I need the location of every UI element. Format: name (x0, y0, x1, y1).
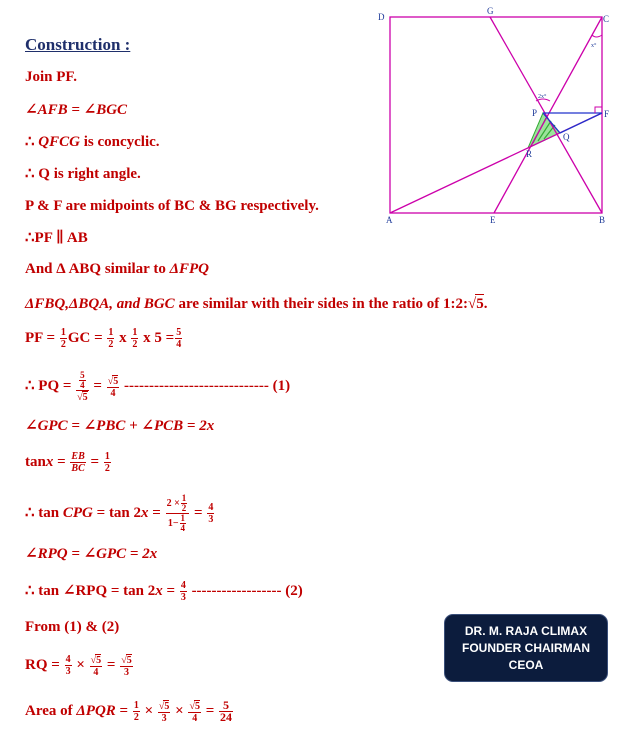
step-similar: And Δ ABQ similar to ΔFPQ (25, 261, 209, 277)
eq-gpc: ∠GPC = ∠PBC + ∠PCB = 2x (25, 418, 215, 434)
author-badge (444, 614, 608, 682)
badge-line-title: FOUNDER CHAIRMAN (462, 641, 590, 655)
heading: Construction : (25, 35, 131, 54)
eq-pf: PF = $\frac{1}{2}$ GC = $\frac{1}{2}$ x $\frac{1}{2}$ x 5 = $\frac{5}{4}$ (25, 327, 182, 351)
line-q-f (560, 113, 602, 133)
eq-pq: ∴ PQ = $\frac{\frac{5}{4}}{√5}$ = $\frac{√5}{4}$ ----------------------------- (1) (25, 369, 291, 403)
step-join-pf: Join PF. (25, 69, 77, 85)
step-concyclic: ∴ QFCG is concyclic. (25, 134, 160, 150)
eq-tan-cpg: ∴ tan CPG = tan 2x = 2 × $\frac{1}{2}$ 1− $\frac{1}{4}$ = $\frac{4}{3}$ (25, 493, 214, 534)
step-angle-equality: ∠AFB = ∠BGC (25, 102, 128, 118)
eq-from: From (1) & (2) (25, 619, 120, 635)
geometry-figure (370, 5, 620, 225)
right-angle-marker (595, 107, 602, 113)
label-c: C (603, 14, 610, 24)
step-parallel: ∴PF ∥ AB (25, 230, 88, 246)
label-a: A (386, 215, 393, 225)
label-2x: 2x° (538, 94, 547, 100)
eq-area: Area of ΔPQR = $\frac{1}{2}$ × $\frac{√5}{3}$ × $\frac{√5}{4}$ = $\frac{5}{24}$ (25, 698, 233, 725)
step-midpoints: P & F are midpoints of BC & BG respectively. (25, 198, 319, 214)
eq-tan-x: tanx = $\frac{EB}{BC}$ = $\frac{1}{2}$ (25, 451, 110, 475)
step-right-angle: ∴ Q is right angle. (25, 166, 141, 182)
square-abcd (390, 17, 602, 213)
label-x: x° (591, 43, 597, 49)
label-p: P (532, 108, 538, 118)
badge-line-name: DR. M. RAJA CLIMAX (464, 624, 588, 638)
label-b: B (599, 215, 606, 225)
label-e: E (490, 215, 496, 225)
step-ratio: ΔFBQ,ΔBQA, and BGC are similar with their sides in the ratio of 1:2:√5. (25, 296, 488, 312)
eq-rpq: ∠RPQ = ∠GPC = 2x (25, 546, 158, 562)
badge-line-org: CEOA (508, 658, 544, 672)
angle-arc-x (592, 35, 602, 37)
eq-tan-rpq: ∴ tan ∠RPQ = tan 2x = $\frac{4}{3}$ ------------------ (2) (25, 580, 303, 604)
label-d: D (378, 12, 385, 22)
label-g: G (487, 6, 494, 16)
label-f: F (604, 109, 610, 119)
label-q: Q (563, 132, 570, 142)
eq-rq: RQ = $\frac{4}{3}$ × $\frac{√5}{4}$ = $\frac{√5}{3}$ (25, 654, 132, 678)
label-r: R (526, 149, 533, 159)
